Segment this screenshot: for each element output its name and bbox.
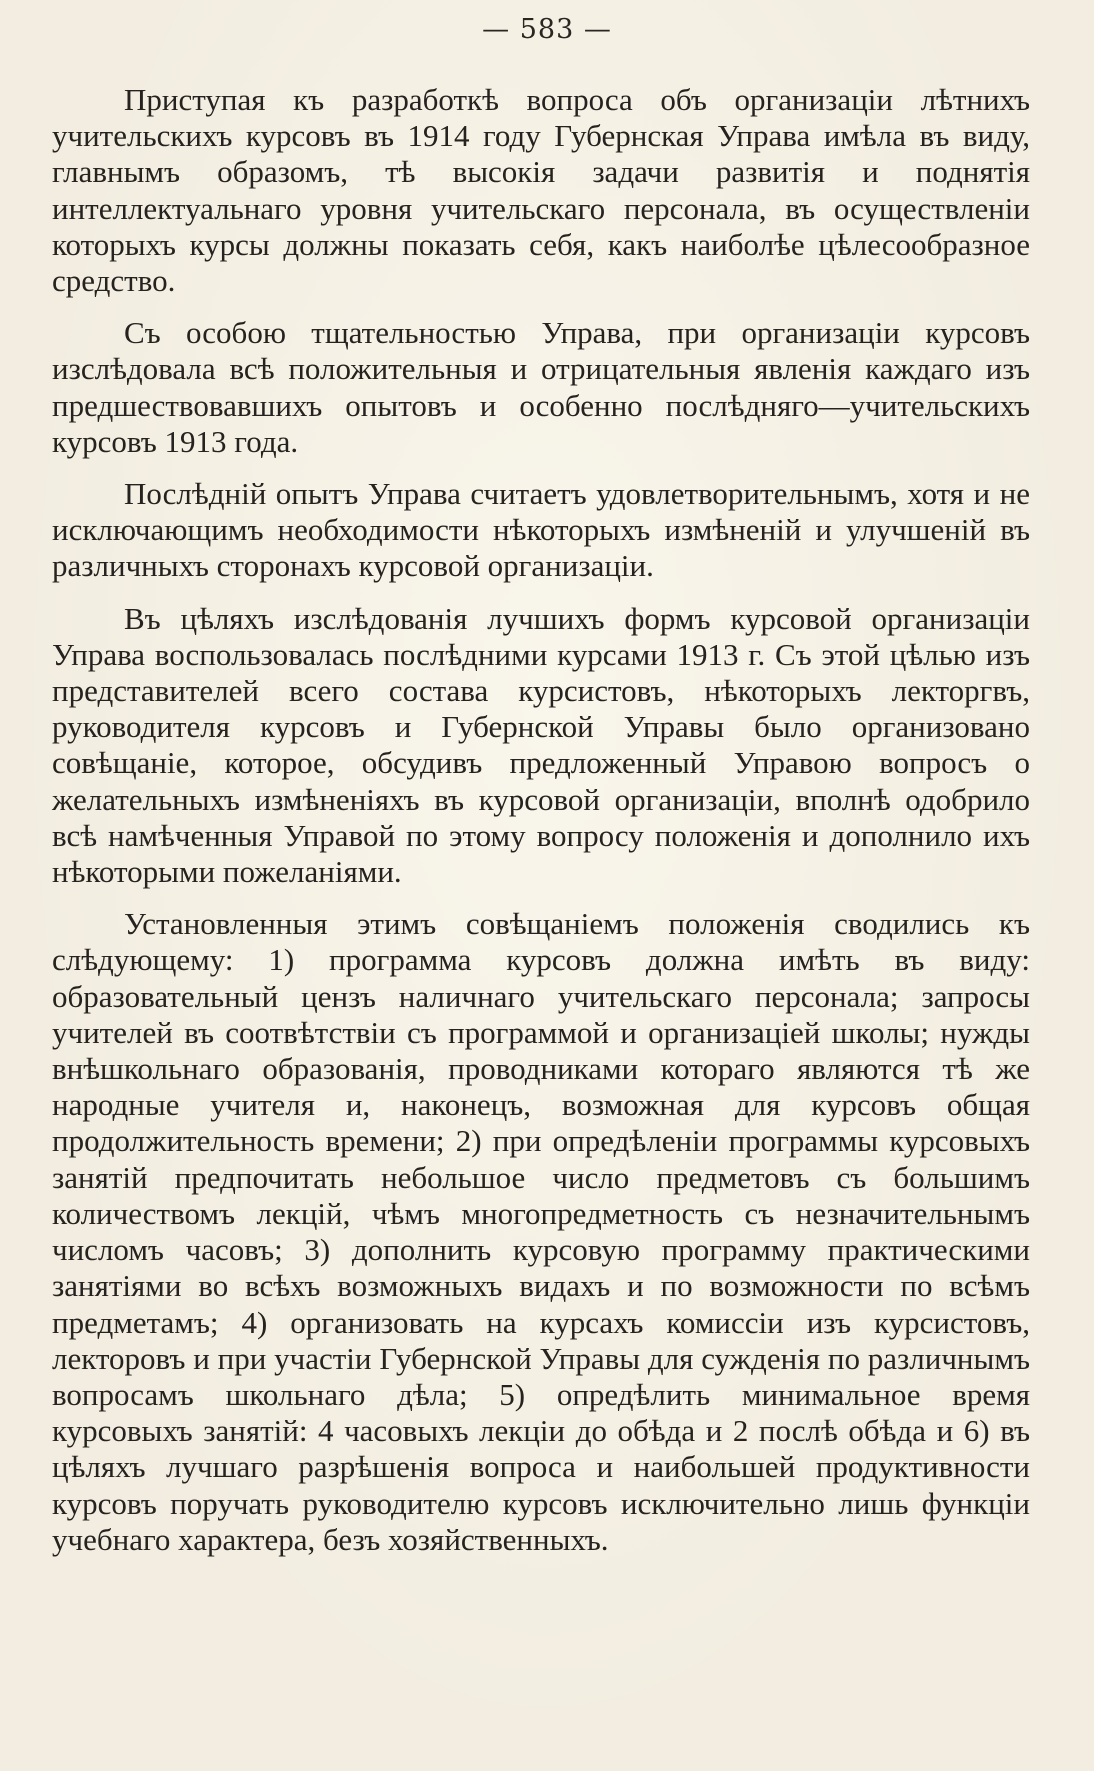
body-text [52, 82, 1030, 1558]
page-number: — 583 — [482, 14, 612, 45]
paragraph-2: Съ особою тщательностью Управа, при организаціи курсовъ изслѣдовала всѣ положительныя и отрицательныя явленія каждаго изъ предшествовавшихъ опытовъ и особенно послѣдняго—учительскихъ курсовъ 1913 года. [52, 315, 1030, 459]
paragraph-3: Послѣдній опытъ Управа считаетъ удовлетворительнымъ, хотя и не исключающимъ необходимости нѣкоторыхъ измѣненій и улучшеній въ различныхъ сторонахъ курсовой организаціи. [52, 476, 1030, 584]
paragraph-5: Установленныя этимъ совѣщаніемъ положенія сводились къ слѣдующему: 1) программа курсовъ должна имѣть въ виду: образовательный цензъ наличнаго учительскаго персонала; запросы учителей въ соотвѣтствіи съ программой и организаціей школы; нужды внѣшкольнаго образованія, проводниками котораго являются тѣ же народные учителя и, наконецъ, возможная для курсовъ общая продолжительность времени; 2) при опредѣленіи программы курсовыхъ занятій предпочитать небольшое число предметовъ съ большимъ количествомъ лекцій, чѣмъ многопредметность съ незначительнымъ числомъ часовъ; 3) дополнить курсовую программу практическими занятіями во всѣхъ возможныхъ видахъ и по возможности по всѣмъ предметамъ; 4) организовать на курсахъ комиссіи изъ курсистовъ, лекторовъ и при участіи Губернской Управы для сужденія по различнымъ вопросамъ школьнаго дѣла; 5) опредѣлить минимальное время курсовыхъ занятій: 4 часовыхъ лекціи до обѣда и 2 послѣ обѣда и 6) въ цѣляхъ лучшаго разрѣшенія вопроса и наибольшей продуктивности курсовъ поручать руководителю курсовъ исключительно лишь функціи учебнаго характера, безъ хозяйственныхъ. [52, 906, 1030, 1557]
paragraph-4: Въ цѣляхъ изслѣдованія лучшихъ формъ курсовой организаціи Управа воспользовалась послѣдними курсами 1913 г. Съ этой цѣлью изъ представителей всего состава курсистовъ, нѣкоторыхъ лекторгвъ, руководителя курсовъ и Губернской Управы было организовано совѣщаніе, которое, обсудивъ предложенный Управою вопросъ о желательныхъ измѣненіяхъ въ курсовой организаціи, вполнѣ одобрило всѣ намѣченныя Управой по этому вопросу положенія и дополнило ихъ нѣкоторыми пожеланіями. [52, 600, 1030, 890]
paragraph-1: Приступая къ разработкѣ вопроса объ организаціи лѣтнихъ учительскихъ курсовъ въ 1914 году Губернская Управа имѣла въ виду, главнымъ образомъ, тѣ высокія задачи развитія и поднятія интеллектуальнаго уровня учительскаго персонала, въ осуществленіи которыхъ курсы должны показать себя, какъ наиболѣе цѣлесообразное средство. [52, 82, 1030, 299]
